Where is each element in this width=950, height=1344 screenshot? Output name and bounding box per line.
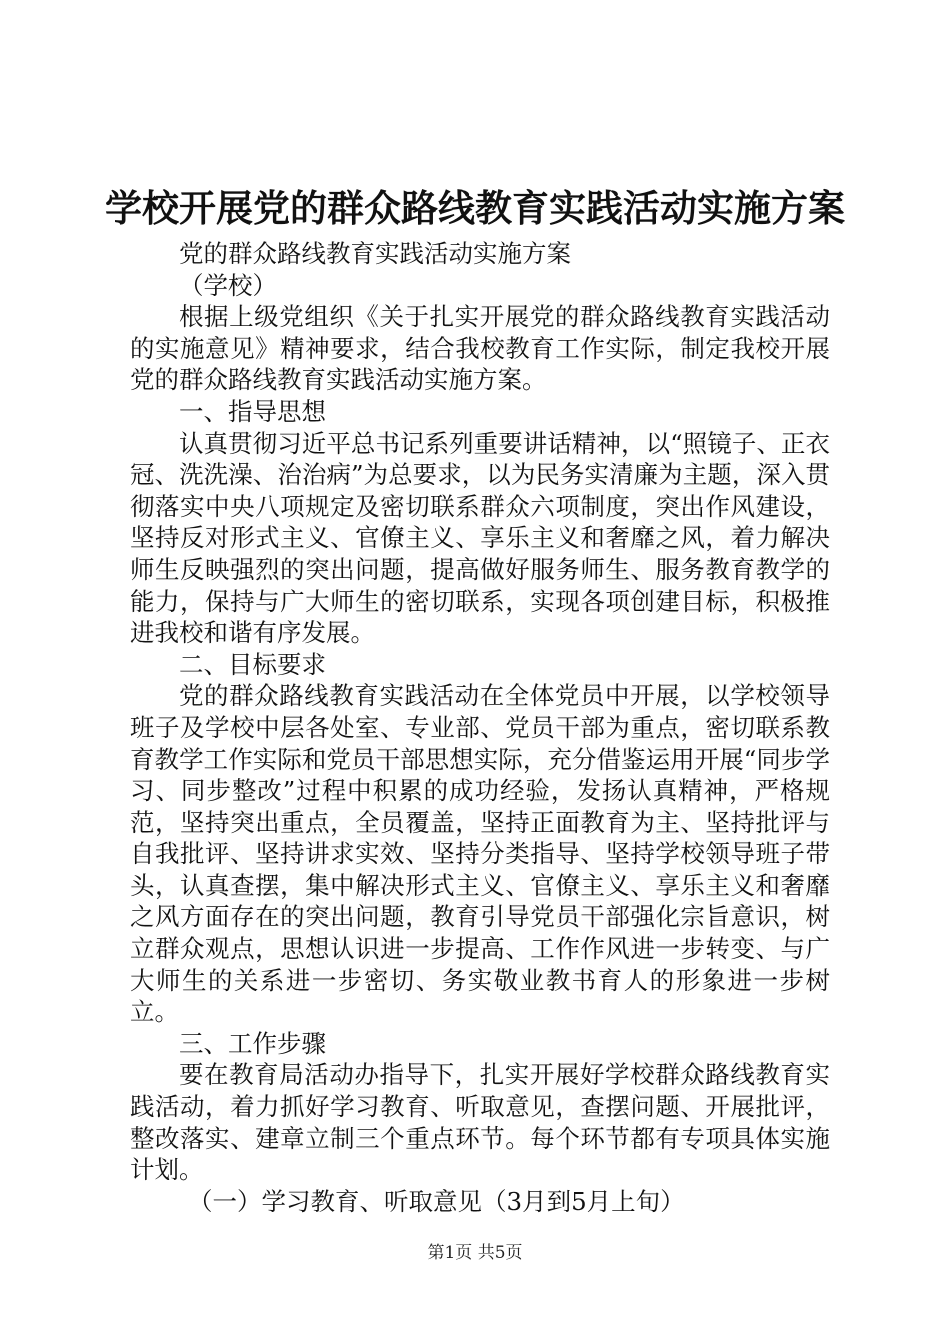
paragraph-work-steps: 要在教育局活动办指导下，扎实开展好学校群众路线教育实践活动，着力抓好学习教育、听取意见，查摆问题、开展批评，整改落实、建章立制三个重点环节。每个环节都有专项具体实施计划。 [130,1060,830,1185]
paragraph-guiding-ideology: 认真贯彻习近平总书记系列重要讲话精神，以“照镜子、正衣冠、洗洗澡、治治病”为总要求，以为民务实清廉为主题，深入贯彻落实中央八项规定及密切联系群众六项制度，突出作风建设，坚持反对形式主义、官僚主义、享乐主义和奢靡之风，着力解决师生反映强烈的突出问题，提高做好服务师生、服务教育教学的能力，保持与广大师生的密切联系，实现各项创建目标，积极推进我校和谐有序发展。 [130,428,830,648]
paragraph-school: （学校） [179,270,277,300]
heading-step-one: （一）学习教育、听取意见（3月到5月上旬） [188,1186,685,1216]
document-body [130,238,830,1217]
paragraph-objectives: 党的群众路线教育实践活动在全体党员中开展，以学校领导班子及学校中层各处室、专业部、党员干部为重点，密切联系教育教学工作实际和党员干部思想实际，充分借鉴运用开展“同步学习、同步整改”过程中积累的成功经验，发扬认真精神，严格规范，坚持突出重点，全员覆盖，坚持正面教育为主、坚持批评与自我批评、坚持讲求实效、坚持分类指导、坚持学校领导班子带头，认真查摆，集中解决形式主义、官僚主义、享乐主义和奢靡之风方面存在的突出问题，教育引导党员干部强化宗旨意识，树立群众观点，思想认识进一步提高、工作作风进一步转变、与广大师生的关系进一步密切、务实敬业教书育人的形象进一步树立。 [130,681,830,1027]
page-number: 第1页 共5页 [427,1243,523,1263]
document-title: 学校开展党的群众路线教育实践活动实施方案 [105,186,845,230]
heading-guiding-ideology: 一、指导思想 [179,396,326,426]
heading-work-steps: 三、工作步骤 [179,1028,326,1058]
heading-objectives: 二、目标要求 [179,649,326,679]
paragraph-subtitle: 党的群众路线教育实践活动实施方案 [179,239,571,268]
paragraph-intro: 根据上级党组织《关于扎实开展党的群众路线教育实践活动的实施意见》精神要求，结合我校教育工作实际，制定我校开展党的群众路线教育实践活动实施方案。 [130,302,830,395]
